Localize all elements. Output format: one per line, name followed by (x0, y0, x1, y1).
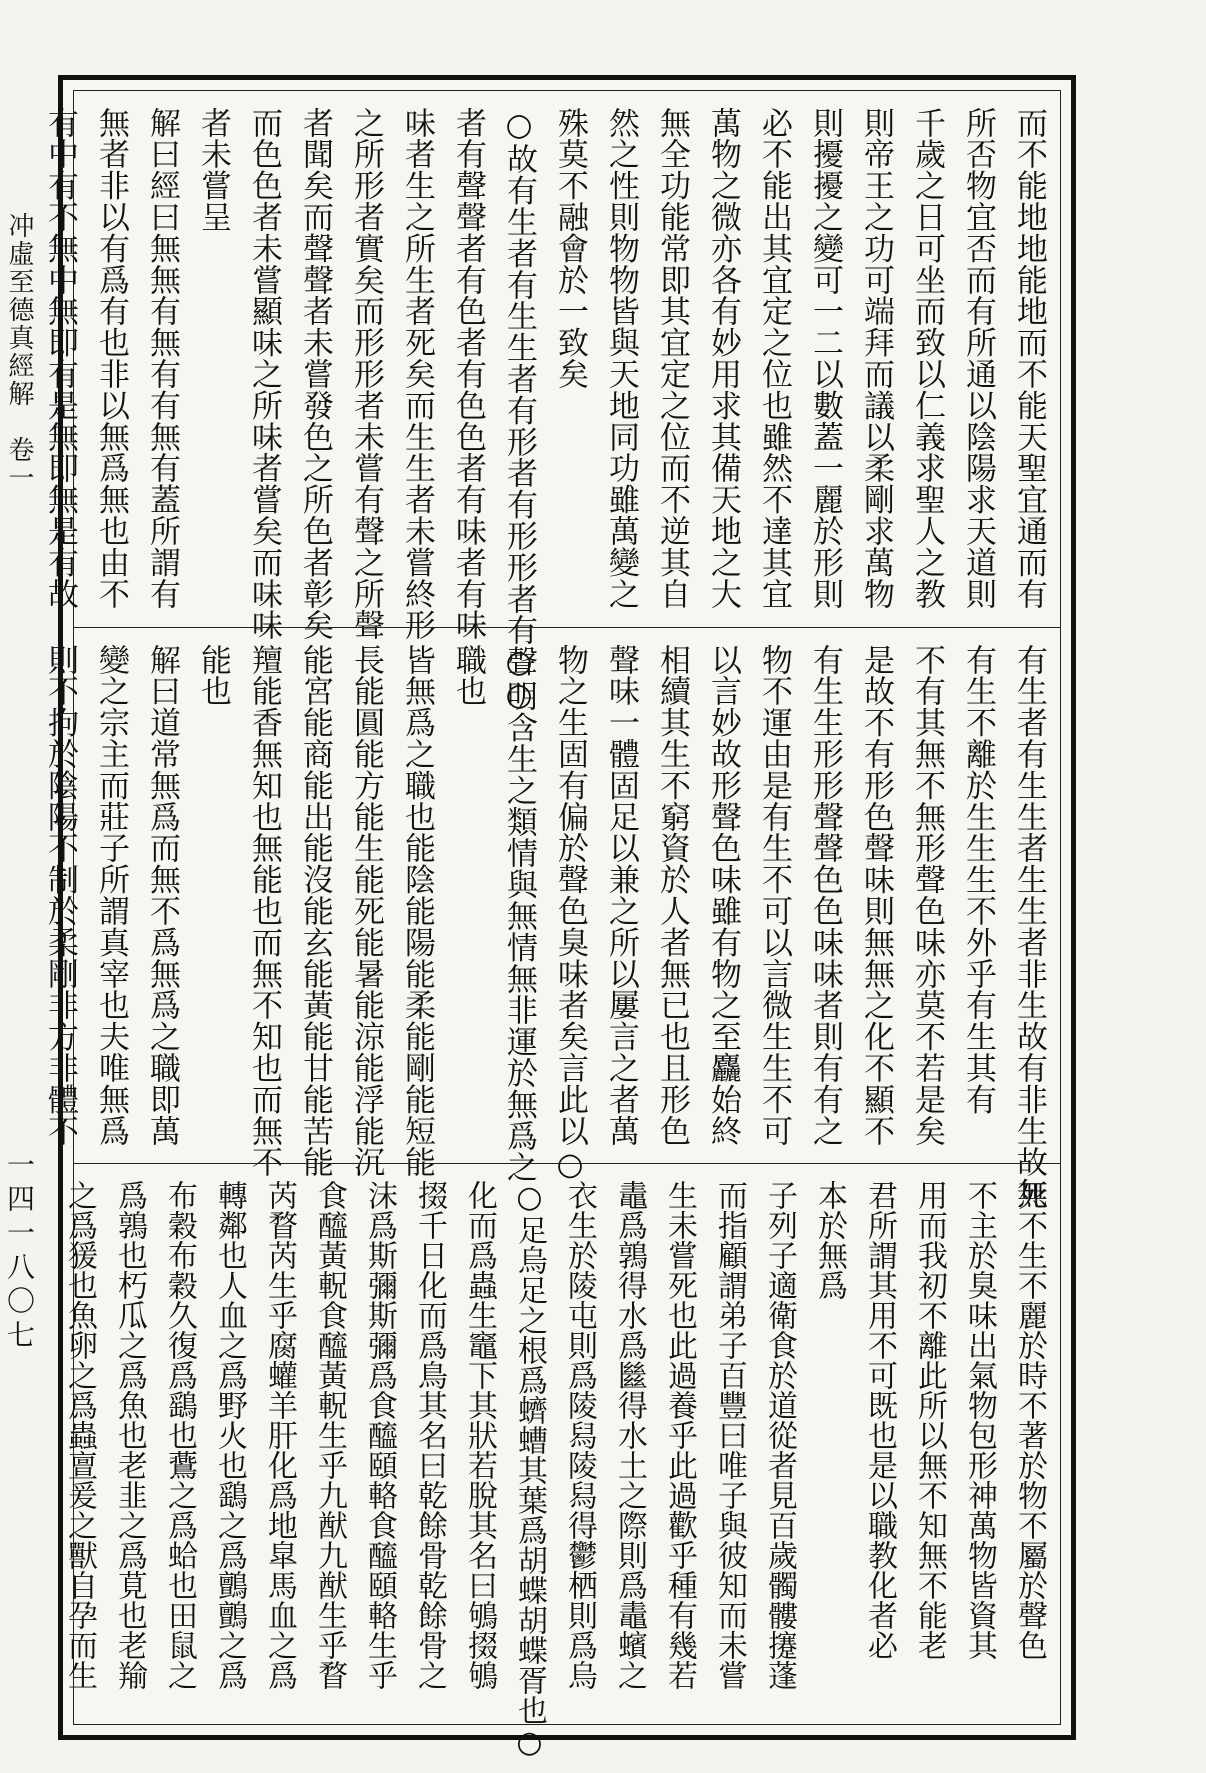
inner-frame (42, 90, 1061, 1760)
margin-page-number: 一四一八〇七 (3, 1150, 36, 1354)
text-column-block: 有生者有生生者生生者非生故有非生故無 有生不離於生生生不外乎有生其有 不有其無不無形聲色味亦莫不若是矣 是故不有形色聲味則無無之化不顯不 有生生形形聲聲色色味味者則有有之 物不運由是有生不可以言微生生不可 以言妙故形聲色味雖有物之至麤始終 相續其生不窮資於人者無已也且形色 聲味一體固足以兼之所以屢言之者萬 物之生固有偏於聲色臭味者矣言此以○ ○明含生之類情與無情無非運於無爲之 職也 皆無爲之職也能陰能陽能柔能剛能短能 長能圓能方能生能死能暑能涼能浮能沉 能宮能商能出能沒能玄能黃能甘能苦能 羶能香無知也無能也而無不知也而無不 能也 解曰道常無爲而無不爲無爲之職即萬 變之宗主而莊子所謂真宰也夫唯無爲 則不拘於陰陽不制於柔剛非方非體不 (42, 644, 1047, 1210)
text-column-block: 死不生不麗於時不著於物不屬於聲色 不主於臭味出氣物包形神萬物皆資其 用而我初不離此所以無不知無不能老 君所謂其用不可既也是以職教化者必 本於無爲 子列子適衛食於道從者見百歲髑髏攓蓬 而指顧謂弟子百豐曰唯子與彼知而未嘗 生未嘗死也此過養乎此過歡乎種有幾若 鼃爲鶉得水爲㡭得水土之際則爲鼃蠙之 衣生於陵屯則爲陵舄陵舄得鬱栖則爲烏 ○足烏足之根爲蠐螬其葉爲胡蝶胡蝶胥也○ 化而爲蟲生竈下其狀若脫其名曰鴝掇鴝 掇千日化而爲鳥其名曰乾餘骨乾餘骨之 沫爲斯彌斯彌爲食醯頤輅食醯頤輅生乎 食醯黃軦食醯黃軦生乎九猷九猷生乎瞀 芮瞀芮生乎腐蠸羊肝化爲地皐馬血之爲 轉鄰也人血之爲野火也鷂之爲鸇鸇之爲 布穀布穀久復爲鷂也鷰之爲蛤也田鼠之 爲鶉也朽瓜之爲魚也老韭之爲莧也老羭 之爲猨也魚卵之爲蟲亶爰之獸自孕而生 (62, 1180, 1047, 1760)
text-column-block: 而不能地地能地而不能天聖宜通而有 所否物宜否而有所通以陰陽求天道則 千歲之日可坐而致以仁義求聖人之教 則帝王之功可端拜而議以柔剛求萬物 則擾擾之變可一二以數蓋一麗於形則 必不能出其宜定之位也雖然不達其宜 萬物之微亦各有妙用求其備天地之大 無全功能常即其宜定之位而不逆其自 然之性則物物皆與天地同功雖萬變之 殊莫不融會於一致矣 ○故有生者有生生者有形者有形形者有聲○ 者有聲聲者有色者有色色者有味者有味 味者生之所生者死矣而生生者未嘗終形 之所形者實矣而形形者未嘗有聲之所聲 者聞矣而聲聲者未嘗發色之所色者彰矣 而色色者未嘗顯味之所味者嘗矣而味味 者未嘗呈 解曰經曰無無有無有有無有蓋所謂有 無者非以有爲有也非以無爲無也由不 有中有不無中無即有是無即無是有故 (42, 107, 1047, 714)
text-band-bottom (62, 1163, 1060, 1760)
text-band-middle (42, 627, 1060, 1210)
margin-book-title: 冲虛至德真經解 卷一 (4, 212, 34, 492)
text-band-top (42, 91, 1060, 714)
page-frame (42, 75, 1076, 1760)
